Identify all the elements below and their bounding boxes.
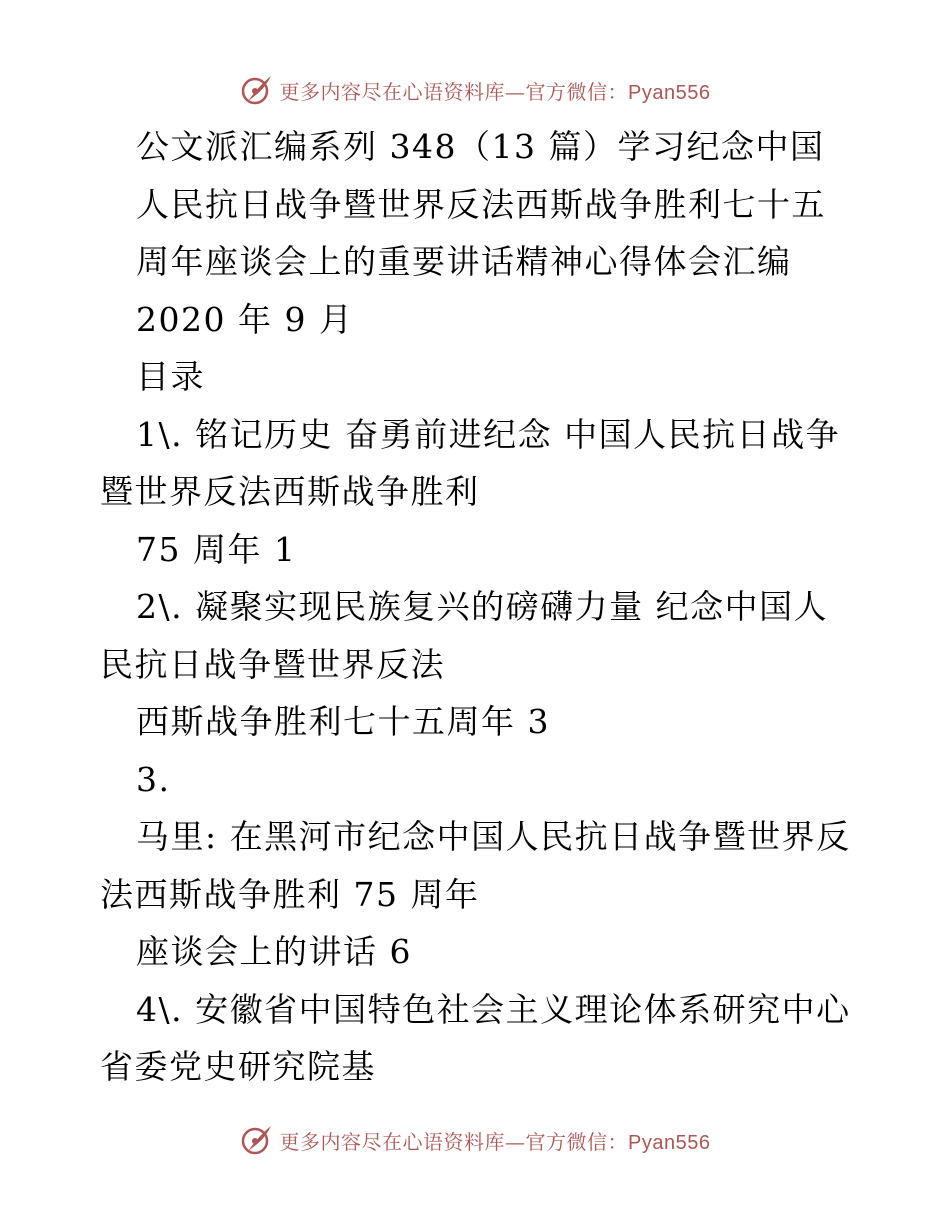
title-line: 周年座谈会上的重要讲话精神心得体会汇编	[136, 242, 792, 281]
document-body	[100, 118, 860, 1096]
watermark-banner-bottom	[0, 1120, 950, 1160]
toc-line: 75 周年 1	[136, 529, 297, 569]
title-line: 人民抗日战争暨世界反法西斯战争胜利七十五	[136, 184, 826, 224]
feather-circle-logo-icon	[240, 73, 274, 107]
toc-line: 3.	[136, 759, 171, 799]
toc-line: 座谈会上的讲话 6	[136, 932, 412, 971]
toc-line: 西斯战争胜利七十五周年 3	[136, 702, 550, 741]
toc-line: 马里: 在黑河市纪念中国人民抗日战争暨世界反	[136, 817, 851, 856]
watermark-text: 更多内容尽在心语资料库—官方微信：Pyan556	[279, 79, 711, 104]
document-date: 2020 年 9 月	[136, 299, 354, 339]
watermark-text: 更多内容尽在心语资料库—官方微信：Pyan556	[279, 1129, 711, 1154]
toc-line: 2\. 凝聚实现民族复兴的磅礴力量 纪念中国人	[136, 587, 829, 626]
toc-line: 民抗日战争暨世界反法	[100, 644, 445, 684]
toc-line: 1\. 铭记历史 奋勇前进纪念 中国人民抗日战争	[136, 414, 841, 454]
toc-heading: 目录	[136, 357, 205, 396]
title-line: 公文派汇编系列 348（13 篇）学习纪念中国	[136, 127, 825, 166]
toc-line: 法西斯战争胜利 75 周年	[100, 874, 480, 914]
toc-line: 暨世界反法西斯战争胜利	[100, 472, 480, 511]
watermark-banner-top	[0, 70, 950, 110]
toc-line: 省委党史研究院基	[100, 1047, 376, 1086]
feather-circle-logo-icon	[240, 1123, 274, 1157]
table-of-contents	[100, 406, 860, 1096]
toc-line: 4\. 安徽省中国特色社会主义理论体系研究中心	[136, 989, 851, 1029]
